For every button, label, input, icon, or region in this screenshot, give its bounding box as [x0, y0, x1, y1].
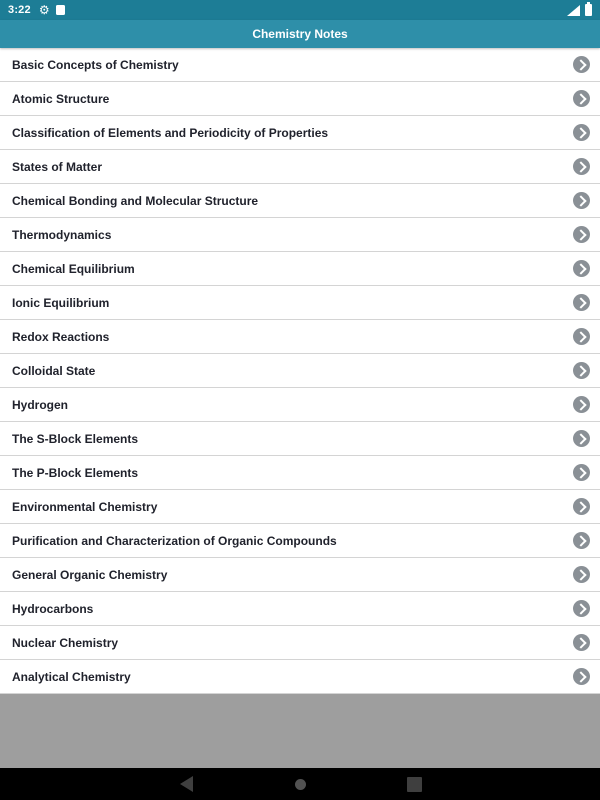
list-item-label: Hydrocarbons [12, 601, 94, 616]
chevron-right-icon [573, 396, 590, 413]
list-item[interactable] [0, 48, 600, 82]
chevron-right-icon [573, 56, 590, 73]
chevron-right-icon [573, 124, 590, 141]
chevron-right-icon [573, 260, 590, 277]
list-item[interactable] [0, 456, 600, 490]
list-item-label: Purification and Characterization of Organic Compounds [12, 533, 337, 548]
list-item-label: Redox Reactions [12, 329, 110, 344]
list-item[interactable] [0, 422, 600, 456]
chevron-right-icon [573, 430, 590, 447]
chevron-right-icon [573, 634, 590, 651]
wifi-icon [567, 5, 580, 16]
list-item[interactable] [0, 252, 600, 286]
back-icon [180, 776, 193, 792]
chevron-right-icon [573, 464, 590, 481]
list-item-label: Ionic Equilibrium [12, 295, 110, 310]
list-item-label: Chemical Bonding and Molecular Structure [12, 193, 259, 208]
list-item-label: Colloidal State [12, 363, 96, 378]
list-item-label: Thermodynamics [12, 227, 112, 242]
list-item[interactable] [0, 388, 600, 422]
home-icon [295, 779, 306, 790]
content-background [0, 694, 600, 768]
list-item[interactable] [0, 524, 600, 558]
list-item[interactable] [0, 626, 600, 660]
clock: 3:22 [8, 4, 31, 16]
status-right-icons [567, 4, 592, 16]
notification-icon [56, 5, 65, 15]
list-item-label: Atomic Structure [12, 91, 110, 106]
page-title: Chemistry Notes [252, 27, 348, 41]
back-button[interactable] [172, 770, 200, 798]
list-item-label: States of Matter [12, 159, 103, 174]
gear-icon: ⚙ [38, 3, 50, 17]
list-item[interactable] [0, 184, 600, 218]
list-item[interactable] [0, 354, 600, 388]
recents-button[interactable] [400, 770, 428, 798]
chevron-right-icon [573, 192, 590, 209]
chevron-right-icon [573, 226, 590, 243]
list-item[interactable] [0, 82, 600, 116]
list-item[interactable] [0, 218, 600, 252]
chapter-list [0, 48, 600, 694]
chevron-right-icon [573, 600, 590, 617]
list-item-label: Classification of Elements and Periodicity of Properties [12, 125, 329, 140]
list-item[interactable] [0, 286, 600, 320]
list-item-label: Environmental Chemistry [12, 499, 158, 514]
chevron-right-icon [573, 566, 590, 583]
status-left-icons [39, 4, 65, 16]
chevron-right-icon [573, 362, 590, 379]
list-item-label: The P-Block Elements [12, 465, 139, 480]
chevron-right-icon [573, 158, 590, 175]
chevron-right-icon [573, 90, 590, 107]
list-item-label: General Organic Chemistry [12, 567, 168, 582]
list-item[interactable] [0, 558, 600, 592]
list-item[interactable] [0, 660, 600, 694]
chevron-right-icon [573, 668, 590, 685]
chevron-right-icon [573, 498, 590, 515]
chevron-right-icon [573, 328, 590, 345]
list-item-label: Chemical Equilibrium [12, 261, 135, 276]
app-bar [0, 20, 600, 48]
chevron-right-icon [573, 532, 590, 549]
battery-icon [585, 4, 592, 16]
list-item[interactable] [0, 592, 600, 626]
navigation-bar [0, 768, 600, 800]
recents-icon [407, 777, 422, 792]
status-bar [0, 0, 600, 20]
list-item-label: The S-Block Elements [12, 431, 139, 446]
chevron-right-icon [573, 294, 590, 311]
list-item-label: Hydrogen [12, 397, 69, 412]
list-item[interactable] [0, 150, 600, 184]
list-item-label: Nuclear Chemistry [12, 635, 119, 650]
list-item[interactable] [0, 490, 600, 524]
list-item-label: Analytical Chemistry [12, 669, 131, 684]
home-button[interactable] [286, 770, 314, 798]
list-item-label: Basic Concepts of Chemistry [12, 57, 179, 72]
list-item[interactable] [0, 116, 600, 150]
list-item[interactable] [0, 320, 600, 354]
